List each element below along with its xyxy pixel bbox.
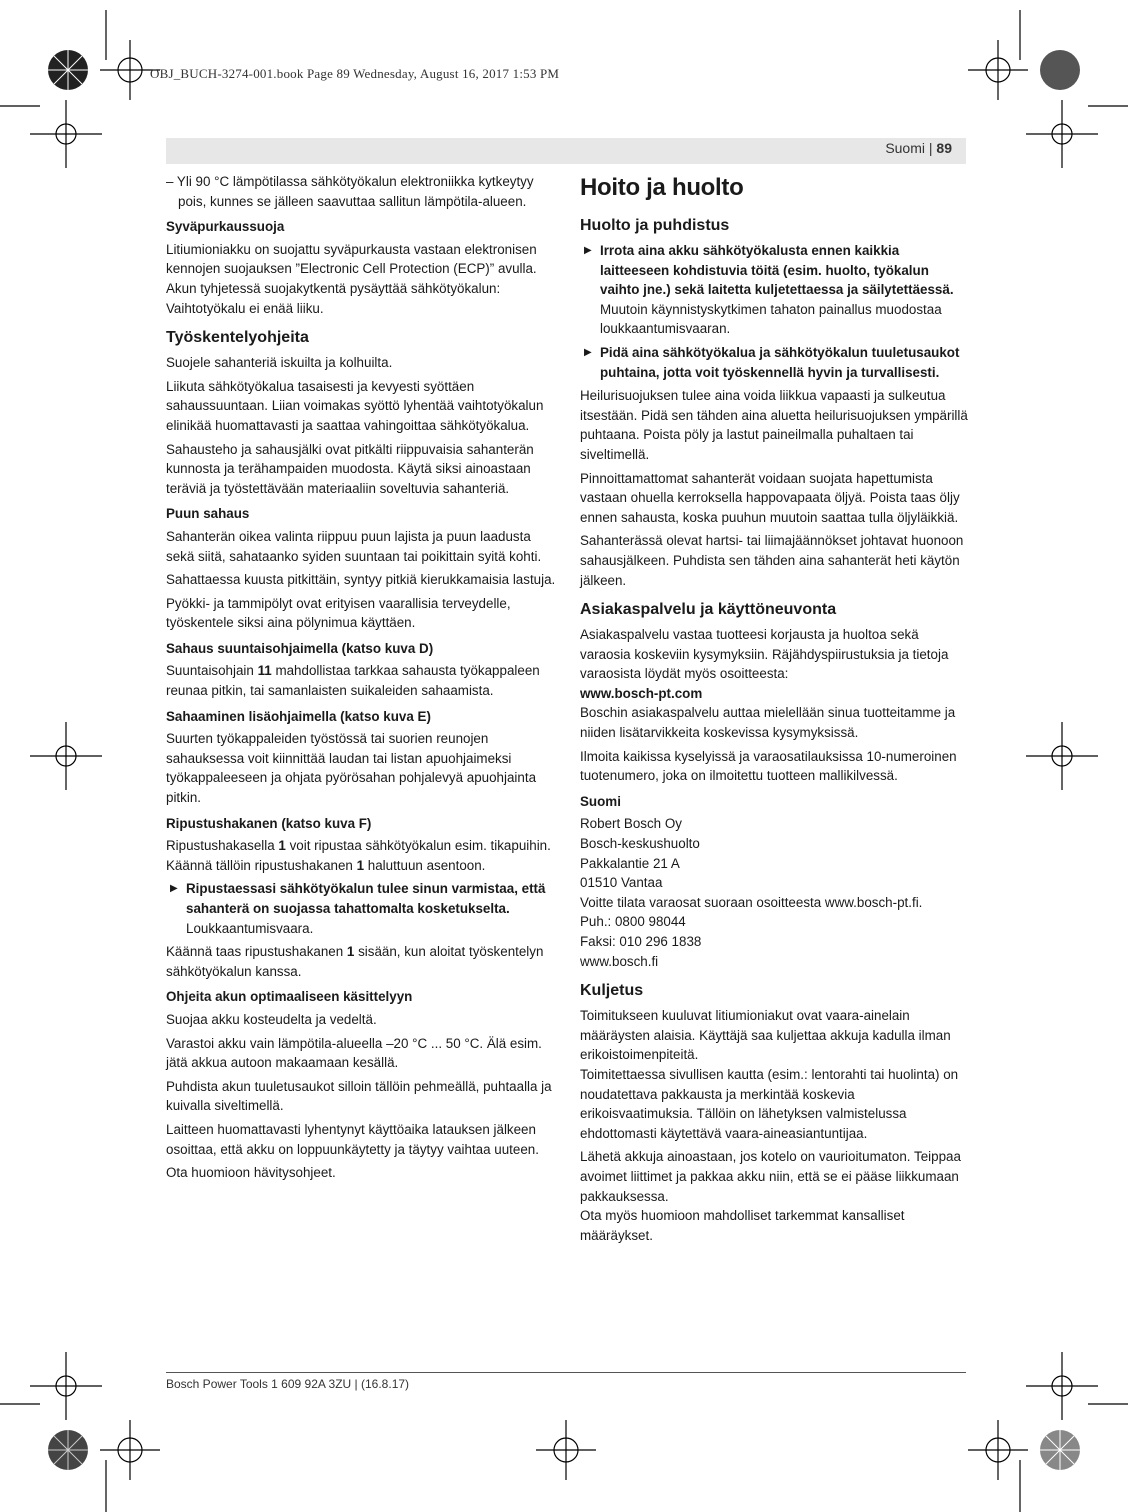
bullet-triangle-icon: ▶: [584, 346, 592, 358]
hook-heading: Ripustushakanen (katso kuva F): [166, 815, 372, 831]
work-paragraph-3: Sahausteho ja sahausjälki ovat pitkälti riippuvaisia sahanterän kunnosta ja terähampaiden muodosta. Käytä siksi ainoastaan teräviä ja työstettävään materiaaliin soveltuvia sahanteriä.: [166, 441, 534, 496]
parallel-text-a: Suuntaisohjain: [166, 663, 258, 679]
print-slug: OBJ_BUCH-3274-001.book Page 89 Wednesday, August 16, 2017 1:53 PM: [150, 66, 560, 81]
registration-target-left-mid: [30, 722, 102, 790]
maintenance-heading: Huolto ja puhdistus: [580, 217, 730, 234]
hook-ref-number-2: 1: [356, 857, 365, 873]
wood-paragraph-1: Sahanterän oikea valinta riippuu puun lajista ja puun laadusta sekä siitä, sahataanko syiden suuntaan tai poikittain syitä kohti.: [166, 528, 542, 564]
bullet-triangle-icon: ▶: [170, 883, 178, 895]
battery-paragraph-1: Suojaa akku kosteudelta ja vedeltä.: [166, 1011, 377, 1027]
gray-disc-mark-top-right: [1040, 50, 1080, 90]
battery-paragraph-2: Varastoi akku vain lämpötila-alueella –20 °C ... 50 °C. Älä esim. jätä akkua autoon makaamaan kesällä.: [166, 1035, 542, 1071]
service-url: www.bosch-pt.com: [580, 685, 703, 701]
parallel-guide-heading: Sahaus suuntaisohjaimella (katso kuva D): [166, 640, 434, 656]
registration-target-left-top: [30, 100, 102, 168]
battery-paragraph-5: Ota huomioon hävitysohjeet.: [166, 1165, 336, 1181]
registration-target-right-bottom: [1026, 1352, 1098, 1420]
registration-target-right-mid: [1026, 722, 1098, 790]
hook-text-c: haluttuun asentoon.: [364, 857, 486, 873]
maintenance-bullet-1-bold: Irrota aina akku sähkötyökalusta ennen kaikkia laitteeseen kohdistuvia töitä (esim. huolto, työkalun vaihto jne.) sekä laitetta kuljetettaessa ja säilytettäessä.: [600, 243, 954, 298]
maintenance-bullet-2-bold: Pidä aina sähkötyökalua ja sähkötyökalun tuuletusaukot puhtaina, jotta voit työskennellä hyvin ja turvallisesti.: [600, 344, 960, 380]
header-language: Suomi: [885, 140, 925, 156]
address-line: Voitte tilata varaosat suoraan osoitteesta www.bosch-pt.fi.: [580, 894, 923, 910]
service-heading: Asiakaspalvelu ja käyttöneuvonta: [580, 601, 837, 619]
maintenance-paragraph-1: Heilurisuojuksen tulee aina voida liikkua vapaasti ja sulkeutua itsestään. Pidä sen tähden aina aluetta heilurisuojuksen ympärillä puhtaana. Poista pöly ja lastut paineilmalla puhaltaen tai siveltimellä.: [580, 388, 968, 462]
battery-heading: Ohjeita akun optimaaliseen käsittelyyn: [166, 989, 413, 1005]
hook-text-b: voit ripustaa sähkötyökalun esim. tikapuihin. Käännä tällöin ripustushakanen: [166, 838, 551, 873]
work-paragraph-2: Liikuta sähkötyökalua tasaisesti ja kevyesti syöttäen sahaussuuntaan. Liian voimakas syöttö lyhentää vaihtotyökalun elinikää huomattavasti ja saattaa vahingoittaa sähkötyökalua.: [166, 378, 544, 433]
service-paragraph-1: Asiakaspalvelu vastaa tuotteesi korjausta ja huoltoa sekä varaosia koskeviin kysymyksiin. Räjähdyspiirustuksia ja tietoja varaosista löydät myös osoitteesta:: [580, 627, 949, 682]
hook-p2-ref-number: 1: [346, 944, 355, 960]
registration-target-right-top: [1026, 100, 1098, 168]
header-separator: |: [925, 140, 937, 156]
hook-p2-b: sisään, kun aloitat työskentelyn sähkötyökalun kanssa.: [166, 944, 544, 979]
address-line: Puh.: 0800 98044: [580, 914, 686, 930]
wood-heading: Puun sahaus: [166, 506, 250, 522]
aux-guide-text: Suurten työkappaleiden työstössä tai suorien reunojen sahauksessa voit kiinnittää laudan tai listan apuohjaimeksi työkappaleeseen ja ohjata pyörösahan pohjalevyä apuohjainta pitkin.: [166, 731, 537, 806]
starburst-mark-bottom-right: [1040, 1430, 1080, 1470]
address-line: Pakkalantie 21 A: [580, 855, 680, 871]
main-section-heading: Hoito ja huolto: [580, 174, 744, 201]
starburst-mark-bottom-left: [48, 1430, 88, 1470]
work-paragraph-1: Suojele sahanteriä iskuilta ja kolhuilta.: [166, 355, 393, 371]
page-number: 89: [936, 140, 952, 156]
registration-target-top-right: [968, 40, 1028, 100]
address-line: 01510 Vantaa: [580, 875, 663, 891]
address-line: Robert Bosch Oy: [580, 816, 682, 832]
battery-paragraph-3: Puhdista akun tuuletusaukot silloin tällöin pehmeällä, puhtaalla ja kuivalla siveltimellä.: [166, 1078, 552, 1114]
transport-heading: Kuljetus: [580, 982, 644, 1000]
deep-discharge-text: Litiumioniakku on suojattu syväpurkausta vastaan elektronisen kennojen suojauksen ”Electronic Cell Protection (ECP)” avulla. Akun tyhjetessä suojakytkentä pysäyttää sähkötyökalun: Vaihtotyökalu ei enää liiku.: [166, 241, 537, 316]
hook-warning-bullet: [166, 879, 558, 938]
maintenance-bullet-1: [580, 241, 970, 339]
deep-discharge-heading: Syväpurkaussuoja: [166, 219, 285, 235]
hook-warning-bold: Ripustaessasi sähkötyökalun tulee sinun varmistaa, että sahanterä on suojassa tahattomalta kosketukselta.: [186, 881, 546, 916]
aux-guide-heading: Sahaaminen lisäohjaimella (katso kuva E): [166, 708, 431, 724]
temperature-note: – Yli 90 °C lämpötilassa sähkötyökalun elektroniikka kytkeytyy pois, kunnes se jälleen saavuttaa sallitun lämpötila-alueen.: [166, 174, 534, 209]
registration-target-left-bottom: [30, 1352, 102, 1420]
parallel-guide-text: [166, 661, 558, 700]
hook-ref-number-1: 1: [278, 838, 286, 854]
battery-paragraph-4: Laitteen huomattavasti lyhentynyt käyttöaika latauksen jälkeen osoittaa, että akku on loppuunkäytetty ja täytyy vaihtaa uuteen.: [166, 1121, 539, 1157]
right-column: [580, 172, 970, 1249]
maintenance-bullet-2: [580, 343, 970, 382]
header-band: [166, 138, 966, 164]
parallel-text-b: mahdollistaa tarkkaa sahausta työkappaleen reunaa pitkin, tai samanlaisten suikaleiden sahaamista.: [166, 663, 540, 699]
service-paragraph-3: Ilmoita kaikissa kyselyissä ja varaosatilauksissa 10-numeroinen tuotenumero, joka on ilmoitettu tuotteen mallikilvessä.: [580, 748, 957, 784]
service-paragraph-2: Boschin asiakaspalvelu auttaa mielellään sinua tuotteitamme ja niiden lisätarvikkeita koskevissa kysymyksissä.: [580, 705, 956, 741]
hook-text: [166, 836, 558, 875]
country-heading: Suomi: [580, 793, 621, 809]
address-block: [580, 814, 970, 971]
transport-paragraph-1: Toimitukseen kuuluvat litiumioniakut ovat vaara-ainelain määräysten alaisia. Käyttäjä saa kuljettaa akkuja kadulla ilman erikoistoimenpiteitä.: [580, 1008, 951, 1063]
footer-rule: [166, 1372, 966, 1373]
registration-target-bottom-center: [536, 1420, 596, 1480]
hook-text-2: [166, 942, 558, 981]
transport-paragraph-4: Ota myös huomioon mahdolliset tarkemmat kansalliset määräykset.: [580, 1208, 905, 1243]
left-column: [166, 172, 558, 1187]
address-line: www.bosch.fi: [580, 953, 659, 969]
footer-text: Bosch Power Tools 1 609 92A 3ZU | (16.8.17): [166, 1377, 410, 1391]
wood-paragraph-2: Sahattaessa kuusta pitkittäin, syntyy pitkiä kierukkamaisia lastuja.: [166, 572, 556, 588]
maintenance-bullet-1-rest: Muutoin käynnistyskytkimen tahaton painallus muodostaa loukkaantumisvaaran.: [600, 301, 942, 337]
registration-target-bottom-left: [100, 1420, 160, 1480]
hook-text-a: Ripustushakasella: [166, 838, 279, 854]
address-line: Faksi: 010 296 1838: [580, 934, 702, 949]
starburst-mark-top-left: [48, 50, 88, 90]
wood-paragraph-3: Pyökki- ja tammipölyt ovat erityisen vaarallisia terveydelle, työskentele siksi aina pölynimua käyttäen.: [166, 595, 511, 631]
address-line: Bosch-keskushuolto: [580, 836, 700, 852]
hook-warning-rest: Loukkaantumisvaara.: [186, 920, 314, 936]
registration-target-bottom-right: [968, 1420, 1028, 1480]
transport-paragraph-2: Toimitettaessa sivullisen kautta (esim.: lentorahti tai huolinta) on noudatettava pakkausta ja merkintää koskevia erikoisvaatimuksia. Tällöin on lähetyksen valmistelussa ehdottomasti käytettävä vaara-aineasiantuntijaa.: [580, 1066, 959, 1141]
maintenance-paragraph-3: Sahanterässä olevat hartsi- tai liimajäännökset johtavat huonoon sahausjälkeen. Puhdista sen tähden aina sahanterät heti käytön jälkeen.: [580, 533, 964, 588]
work-heading: Työskentelyohjeita: [166, 329, 309, 347]
bullet-triangle-icon: ▶: [584, 245, 592, 256]
maintenance-paragraph-2: Pinnoittamattomat sahanterät voidaan suojata hapettumista vastaan ohuella kerroksella happovapaata öljyä. Poista taas öljy ennen sahausta, koska puuhun muutoin saattaa tulla öljyläikkiä.: [580, 470, 960, 525]
transport-paragraph-3: Lähetä akkuja ainoastaan, jos kotelo on vaurioitumaton. Teippaa avoimet liittimet ja pakkaa akku niin, että se ei pääse liikkumaan pakkauksessa.: [580, 1149, 961, 1204]
hook-p2-a: Käännä taas ripustushakanen: [166, 944, 347, 960]
parallel-ref-number: 11: [257, 663, 272, 679]
running-header: [885, 140, 952, 156]
